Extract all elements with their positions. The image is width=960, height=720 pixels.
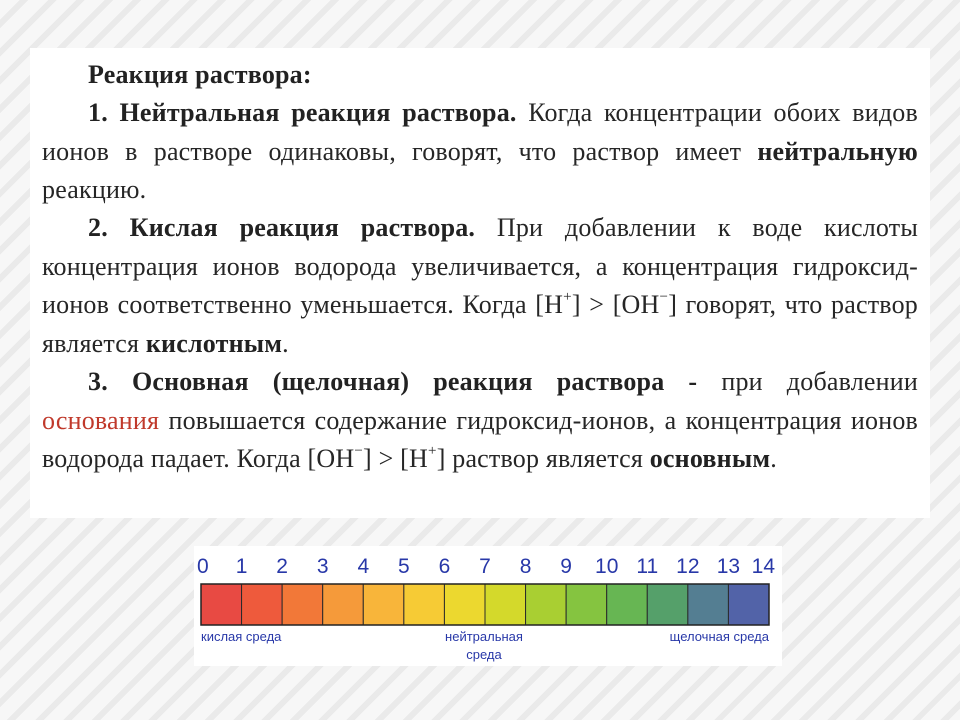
neutral-reaction-title: 1. Нейтральная реакция раствора. bbox=[88, 98, 517, 127]
ph-numbers bbox=[197, 555, 775, 578]
neutral-zone-label-1: нейтральная bbox=[445, 629, 523, 644]
base-bold-word: основным bbox=[649, 444, 771, 473]
acid-text-3: ] говорят, что раствор является bbox=[42, 290, 918, 358]
acid-bold-word: кислотным bbox=[145, 328, 283, 358]
ph-number-0: 0 bbox=[197, 555, 209, 578]
base-text-3: ] > [H bbox=[363, 444, 429, 473]
ph-cell-12 bbox=[688, 584, 729, 625]
ph-cell-2 bbox=[282, 584, 323, 625]
ph-number-7: 7 bbox=[479, 555, 491, 578]
slide-heading: Реакция раствора: bbox=[88, 60, 312, 89]
acid-text-4: . bbox=[282, 328, 289, 358]
ph-cell-4 bbox=[363, 584, 404, 625]
ph-scale-svg bbox=[194, 546, 782, 666]
acid-reaction-paragraph bbox=[42, 209, 918, 363]
ph-cell-6 bbox=[444, 584, 485, 625]
neutral-zone-label-2: среда bbox=[466, 647, 502, 662]
base-link-word: основания bbox=[42, 405, 160, 435]
ph-cell-1 bbox=[242, 584, 283, 625]
ph-cell-9 bbox=[566, 584, 607, 625]
ph-cell-13 bbox=[728, 584, 769, 625]
ph-number-14: 14 bbox=[751, 555, 775, 578]
ph-color-cells bbox=[201, 584, 769, 625]
base-text-5: . bbox=[770, 444, 777, 473]
ph-cell-8 bbox=[526, 584, 567, 625]
ph-cell-7 bbox=[485, 584, 526, 625]
base-sup-2: + bbox=[428, 443, 437, 460]
base-text-4: ] раствор является bbox=[436, 444, 650, 473]
neutral-text-1: Когда концентрации обоих видов ионов в растворе одинаковы, говорят, что раствор имеет bbox=[42, 98, 918, 166]
ph-cell-11 bbox=[647, 584, 688, 625]
ph-cell-10 bbox=[607, 584, 648, 625]
slide-text-panel bbox=[30, 48, 930, 518]
ph-number-8: 8 bbox=[519, 555, 532, 578]
acid-text-2: ] > [OH bbox=[571, 290, 660, 319]
acid-reaction-title: 2. Кислая реакция раствора. bbox=[88, 213, 476, 242]
ph-number-13: 13 bbox=[716, 555, 741, 578]
ph-number-11: 11 bbox=[636, 555, 659, 578]
ph-number-1: 1 bbox=[235, 555, 248, 578]
ph-number-5: 5 bbox=[398, 555, 410, 578]
neutral-text-2: реакцию. bbox=[42, 175, 147, 204]
ph-scale-figure bbox=[194, 546, 782, 666]
base-sup-1: − bbox=[354, 443, 364, 460]
neutral-bold-word: нейтральную bbox=[757, 136, 918, 166]
acid-zone-label: кислая среда bbox=[201, 629, 282, 644]
acid-text-1: При добавлении к воде кислоты концентрация ионов водорода увеличивается, а концентрация гидроксид-ионов соответственно уменьшается. Когда [H bbox=[42, 213, 918, 319]
ph-number-3: 3 bbox=[316, 555, 329, 578]
acid-sup-2: − bbox=[659, 289, 669, 306]
ph-number-6: 6 bbox=[438, 555, 451, 578]
ph-cell-5 bbox=[404, 584, 445, 625]
ph-number-9: 9 bbox=[560, 555, 572, 578]
base-zone-label: щелочная среда bbox=[669, 629, 769, 644]
base-reaction-paragraph bbox=[42, 363, 918, 479]
acid-sup-1: + bbox=[563, 289, 572, 306]
ph-cell-0 bbox=[201, 584, 242, 625]
ph-number-12: 12 bbox=[676, 555, 700, 578]
neutral-reaction-paragraph bbox=[42, 94, 918, 210]
base-reaction-title: 3. Основная (щелочная) реакция раствора - bbox=[88, 367, 698, 396]
ph-number-10: 10 bbox=[595, 555, 619, 578]
base-text-2: повышается содержание гидроксид-ионов, а концентрация ионов водорода падает. Когда [OH bbox=[42, 405, 918, 473]
base-text-1: при добавлении bbox=[697, 367, 918, 396]
ph-cell-3 bbox=[323, 584, 364, 625]
ph-number-4: 4 bbox=[357, 555, 370, 578]
ph-number-2: 2 bbox=[276, 555, 288, 578]
